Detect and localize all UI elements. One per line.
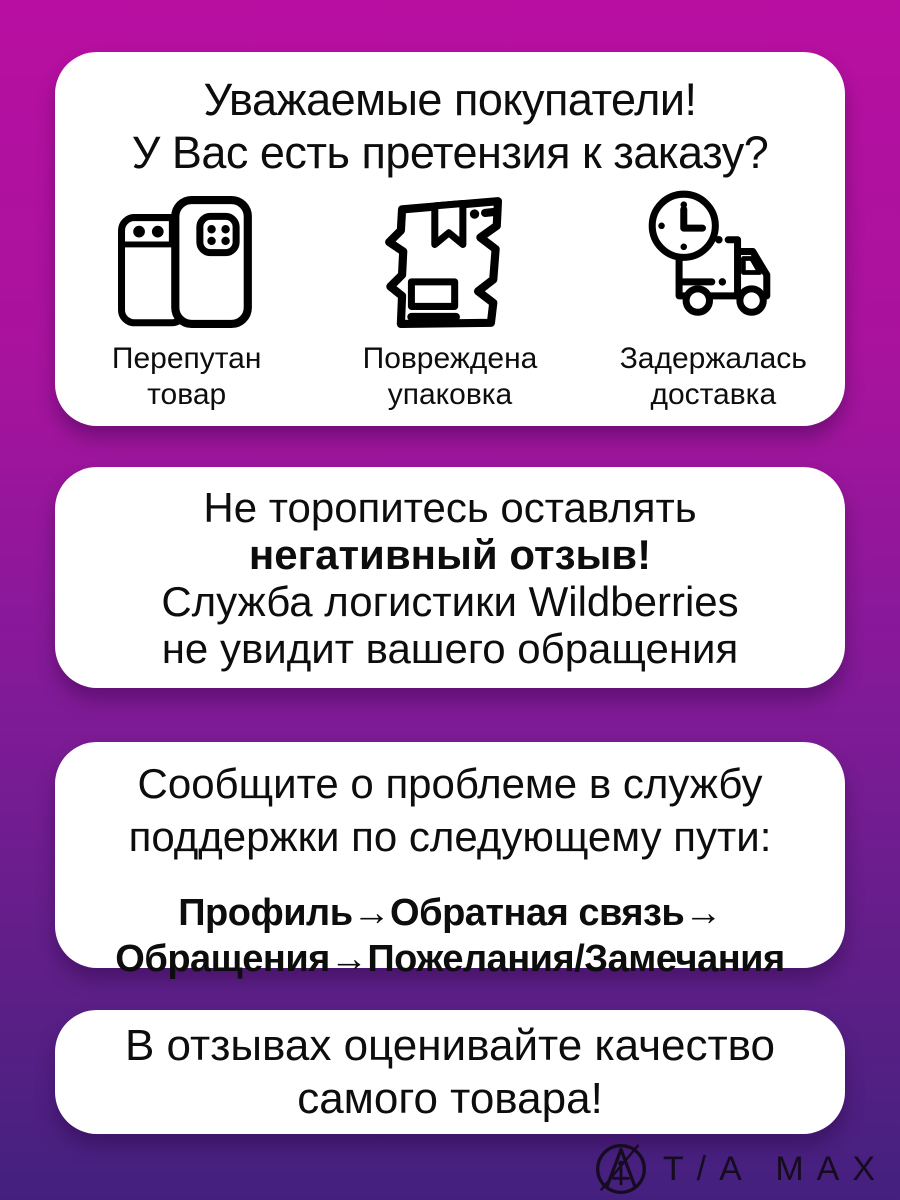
claims-title-line1: Уважаемые покупатели! [203, 74, 697, 125]
claim-label-line: Задержалась [619, 342, 807, 375]
claims-title-line2: У Вас есть претензия к заказу? [131, 127, 769, 178]
support-path-line2: Обращения→Пожелания/Замечания [115, 938, 785, 980]
claim-label-line: товар [147, 378, 227, 411]
warning-card [55, 467, 845, 688]
mixed-up-product-icon [111, 186, 263, 338]
claim-label-line: Перепутан [111, 342, 262, 375]
claim-label-damaged [363, 341, 538, 413]
brand-footer [593, 1140, 888, 1198]
claims-icons-row [55, 186, 845, 413]
claim-item-damaged-package [318, 186, 581, 413]
support-msg-line2: поддержки по следующему пути: [128, 813, 772, 860]
warning-line4: не увидит вашего обращения [161, 625, 739, 672]
damaged-package-icon [374, 186, 526, 338]
delayed-delivery-icon [637, 186, 789, 338]
support-path-line1: Профиль→Обратная связь→ [178, 892, 722, 934]
claims-card [55, 52, 845, 426]
claim-label-line: Повреждена [362, 342, 538, 375]
brand-logo-icon [593, 1141, 649, 1197]
claim-label-line: упаковка [387, 378, 513, 411]
support-msg-line1: Сообщите о проблеме в службу [137, 760, 763, 807]
brand-text: T/A MAX [662, 1149, 888, 1188]
review-line1: В отзывах оценивайте качество [124, 1021, 776, 1070]
claim-item-delayed-delivery [582, 186, 845, 413]
review-line2: самого товара! [297, 1074, 603, 1123]
support-path-block [55, 890, 845, 982]
support-path-card [55, 742, 845, 980]
claim-item-mixed-up-product [55, 186, 318, 413]
claim-label-mixed-up [112, 341, 262, 413]
claim-label-line: доставка [650, 378, 777, 411]
warning-line2-bold: негативный отзыв! [248, 531, 652, 578]
warning-line1: Не торопитесь оставлять [203, 484, 697, 531]
warning-line3: Служба логистики Wildberries [161, 578, 739, 625]
claims-title [55, 52, 845, 179]
review-card [55, 1010, 845, 1134]
claim-label-delayed [620, 341, 807, 413]
